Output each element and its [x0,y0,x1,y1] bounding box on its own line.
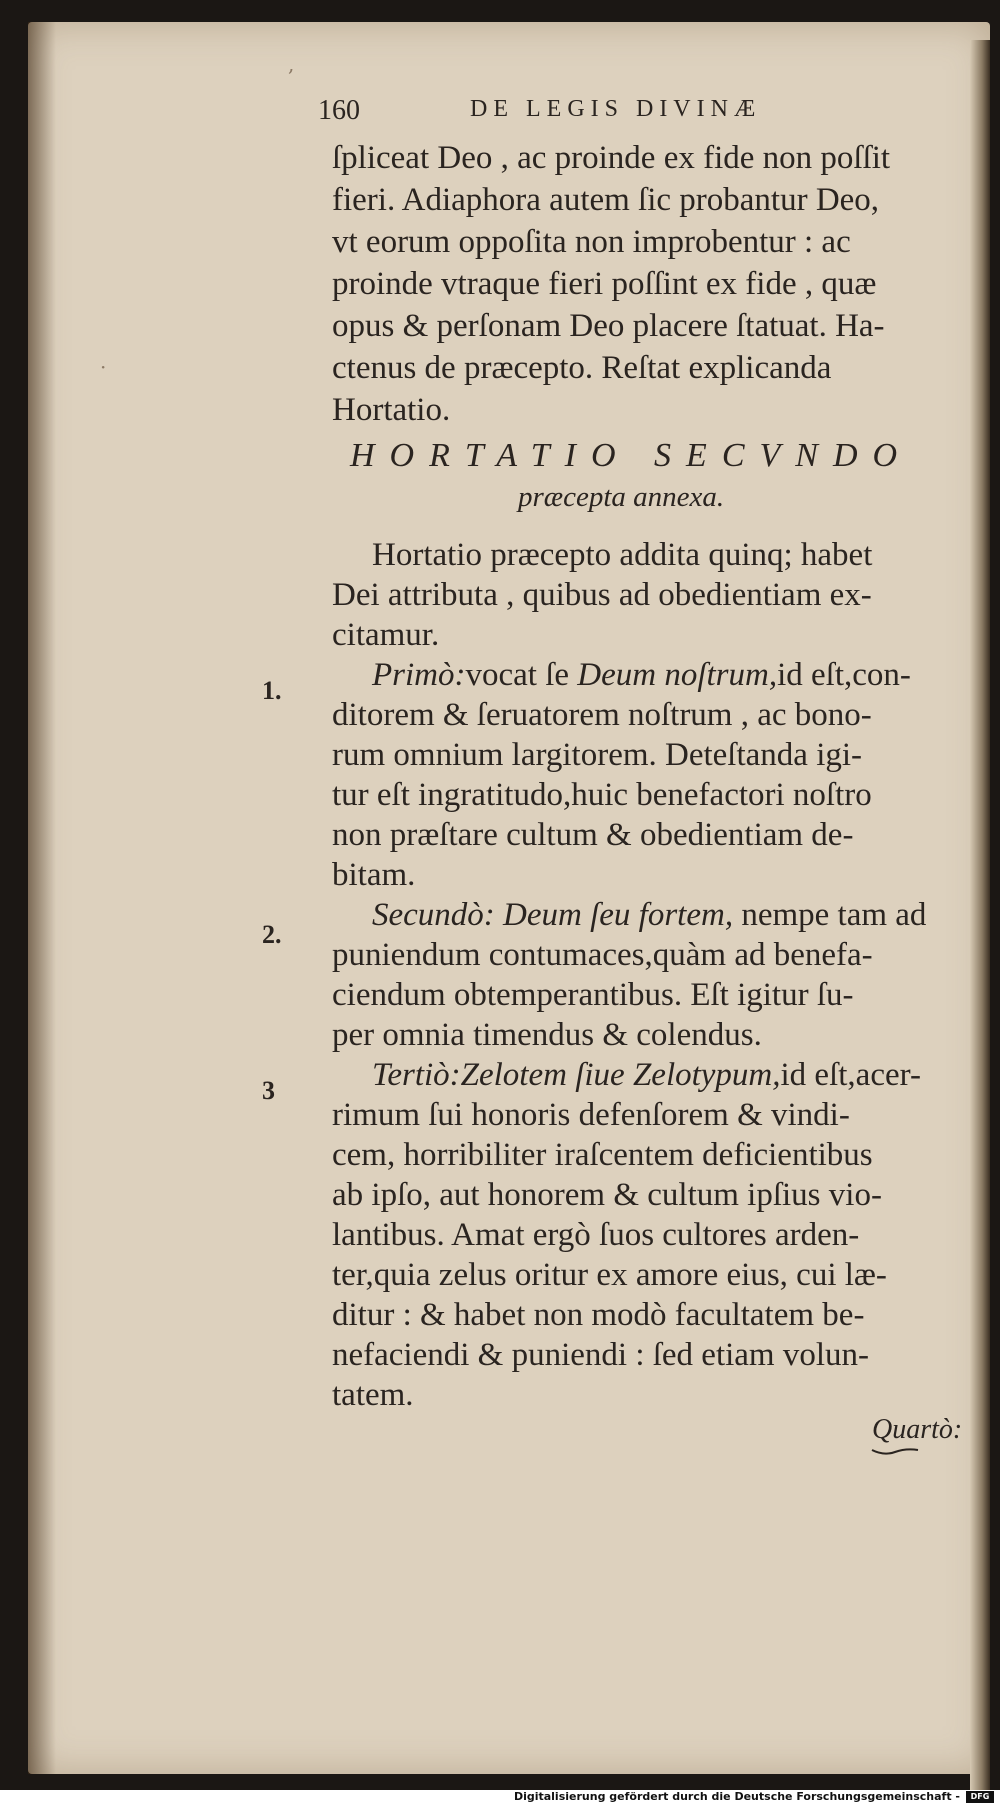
text-line: nefaciendi & puniendi : ſed etiam volun- [332,1337,870,1373]
text-line: Hortatio præcepto addita quinq; habet [372,537,873,573]
catchword: Quartò: [872,1414,963,1445]
text-line: cem, horribiliter iraſcentem deficientibus [332,1137,873,1173]
text-line: vt eorum oppoſita non improbentur : ac [332,224,851,260]
tertio-text-b: id eſt,acer- [780,1057,921,1093]
dfg-logo: DFG [966,1791,994,1803]
secundo-text-b: nempe tam ad [733,897,927,933]
margin-number-3: 3 [262,1076,275,1105]
section-heading: HORTATIO SECVNDO [350,437,913,474]
primo-emphasis: Deum noſtrum, [577,657,778,693]
tertio-emphasis: Zelotem ſiue Zelotypum, [460,1057,781,1093]
catchword-swash [870,1446,920,1456]
margin-number-2: 2. [262,920,282,949]
text-line: proinde vtraque fieri poſſint ex fide , quæ [332,266,877,302]
text-line: per omnia timendus & colendus. [332,1017,762,1053]
text-line: Dei attributa , quibus ad obedientiam ex- [332,577,872,613]
primo-lead: Primò: [372,657,466,693]
text-line: fieri. Adiaphora autem ſic probantur Deo, [332,182,880,218]
text-line: bitam. [332,857,416,893]
text-line: ter,quia zelus oritur ex amore eius, cui læ- [332,1257,887,1293]
text-line: rum omnium largitorem. Deteſtanda igi- [332,737,863,773]
text-line: lantibus. Amat ergò ſuos cultores arden- [332,1217,860,1253]
page-edge [970,40,990,1800]
text-line: opus & perſonam Deo placere ſtatuat. Ha- [332,308,885,344]
primo-text-b: id eſt,con- [777,657,911,693]
margin-number-1: 1. [262,676,282,705]
text-line: citamur. [332,617,440,653]
text-line: rimum ſui honoris defenſorem & vindi- [332,1097,850,1133]
text-line: puniendum contumaces,quàm ad benefa- [332,937,873,973]
primo-text-a: vocat ſe [465,657,578,693]
footer-credit: Digitalisierung gefördert durch die Deutsche Forschungsgemeinschaft - [513,1790,960,1803]
secundo-lead: Secundò: Deum ſeu fortem, [372,897,734,933]
page-number: 160 [318,95,360,126]
primo-first-line [372,655,911,695]
text-line: non præſtare cultum & obedientiam de- [332,817,854,853]
text-line: ciendum obtemperantibus. Eſt igitur ſu- [332,977,854,1013]
text-line: ditorem & ſeruatorem noſtrum , ac bono- [332,697,872,733]
text-line: tur eſt ingratitudo,huic benefactori noſtro [332,777,872,813]
text-line: Hortatio. [332,392,451,428]
tertio-first-line [372,1055,921,1095]
text-line: ab ipſo, aut honorem & cultum ipſius vio- [332,1177,882,1213]
running-head: DE LEGIS DIVINÆ [470,96,762,122]
text-line: tatem. [332,1377,414,1413]
text-line: ditur : & habet non modò facultatem be- [332,1297,865,1333]
text-line: ſpliceat Deo , ac proinde ex fide non poſſit [332,140,891,176]
secundo-first-line [372,895,926,935]
text-line: ctenus de præcepto. Reſtat explicanda [332,350,832,386]
stray-mark: , [288,52,295,76]
stray-dot: · [100,355,107,379]
section-subheading: præcepta annexa. [518,481,725,513]
tertio-lead: Tertiò: [372,1057,461,1093]
